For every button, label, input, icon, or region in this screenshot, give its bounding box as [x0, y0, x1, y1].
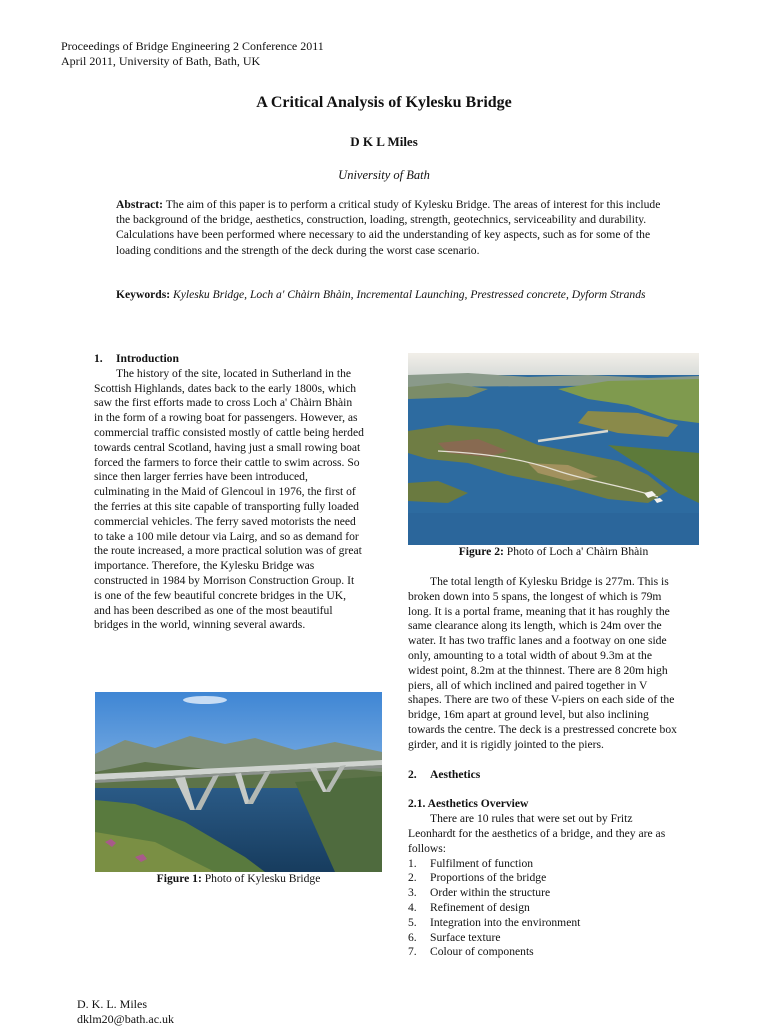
footer-email: dklm20@bath.ac.uk [77, 1012, 175, 1026]
loch-photo-illustration [408, 353, 699, 545]
figure-2-photo [408, 353, 699, 545]
figure-1-photo [95, 692, 382, 872]
footer-name: D. K. L. Miles [77, 997, 147, 1011]
list-item: 4. Refinement of design [408, 900, 530, 914]
left-column [94, 352, 364, 633]
abstract-label: Abstract: [116, 198, 164, 211]
paper-title: A Critical Analysis of Kylesku Bridge [256, 94, 512, 111]
section-1-heading [94, 352, 364, 367]
header-line-2: April 2011, University of Bath, Bath, UK [61, 54, 261, 68]
figure-2-caption [408, 545, 699, 558]
section-2-number: 2. [408, 767, 417, 781]
figure-2-caption-text: Photo of Loch a' Chàirn Bhàin [503, 545, 649, 558]
section-1-text: The history of the site, located in Sutherland in the Scottish Highlands, dates back to the early 1800s, which saw the first efforts made to cross Loch a' Chàirn Bhàin in the form of a rowing boat for passengers. However, as commercial traffic consisted mostly of cattle being herded towards central Scotland, having just a small rowing boat forced the farmers to force their cattle to swim across. So since then larger ferries have been introduced, culminating in the Maid of Glencoul in 1976, the first of the ferries at this site capable of transporting fully loaded commercial vehicles. The ferry saved motorists the need to take a 100 mile detour via Lairg, and so as demand for the route increased, a more practical solution was of great importance. Therefore, the Kylesku Bridge was constructed in 1984 by Morrison Construction Group. It is one of the few beautiful concrete bridges in the UK, and has been described as one of the most beautiful bridges in the world, winning several awards. [94, 366, 364, 632]
keywords-label: Keywords: [116, 288, 171, 301]
figure-1-caption-text: Photo of Kylesku Bridge [201, 872, 321, 885]
bridge-photo-illustration [95, 692, 382, 872]
section-2-heading [408, 768, 680, 783]
keywords-text: Kylesku Bridge, Loch a' Chàirn Bhàin, Incremental Launching, Prestressed concrete, Dyform Strands [170, 288, 646, 301]
list-item: 3. Order within the structure [408, 886, 551, 900]
list-item: 5. Integration into the environment [408, 915, 581, 929]
section-1-title: Introduction [116, 352, 179, 365]
section-1-number: 1. [94, 352, 103, 365]
list-item: 7. Colour of components [408, 945, 534, 959]
list-item: 2. Proportions of the bridge [408, 871, 547, 885]
bridge-description-text: The total length of Kylesku Bridge is 277m. This is broken down into 5 spans, the longest of which is 79m long. It is a portal frame, meaning that it has roughly the same clearance along its length, which is 24m over the water. It has two traffic lanes and a footway on one side only, amounting to a total width of about 9.3m at the widest point, 8.2m at the thinnest. There are 8 20m high piers, all of which inclined and paired together in V shapes. There are two of these V-piers on each side of the bridge, 16m apart at ground level, but also inclining towards the centre. The deck is a prestressed concrete box girder, and it is rigidly jointed to the piers. [408, 575, 677, 751]
right-column [408, 575, 680, 960]
aesthetic-rules-list [408, 857, 680, 961]
conference-header [61, 39, 324, 69]
keywords [116, 287, 662, 302]
figure-1-caption [95, 872, 382, 885]
author-name: D K L Miles [350, 134, 418, 149]
figure-1-label: Figure 1: [156, 872, 202, 885]
section-2-1-heading: 2.1. Aesthetics Overview [408, 797, 529, 811]
abstract-text: The aim of this paper is to perform a critical study of Kylesku Bridge. The areas of interest for this include the background of the bridge, aesthetics, construction, loading, strength, geotechnics, serviceability and durability. Calculations have been performed where necessary to aid the understanding of key aspects, such as for some of the loading conditions and the strength of the deck during the worst case scenario. [116, 198, 661, 257]
header-line-1: Proceedings of Bridge Engineering 2 Conference 2011 [61, 39, 324, 53]
list-item: 1. Fulfilment of function [408, 856, 534, 870]
affiliation: University of Bath [338, 168, 430, 182]
abstract [116, 197, 662, 258]
list-item: 6. Surface texture [408, 930, 501, 944]
section-2-title: Aesthetics [430, 767, 481, 781]
figure-2-label: Figure 2: [458, 545, 504, 558]
author-footer [77, 997, 174, 1027]
section-2-1-text: There are 10 rules that were set out by Fritz Leonhardt for the aesthetics of a bridge, and they are as follows: [408, 812, 666, 855]
